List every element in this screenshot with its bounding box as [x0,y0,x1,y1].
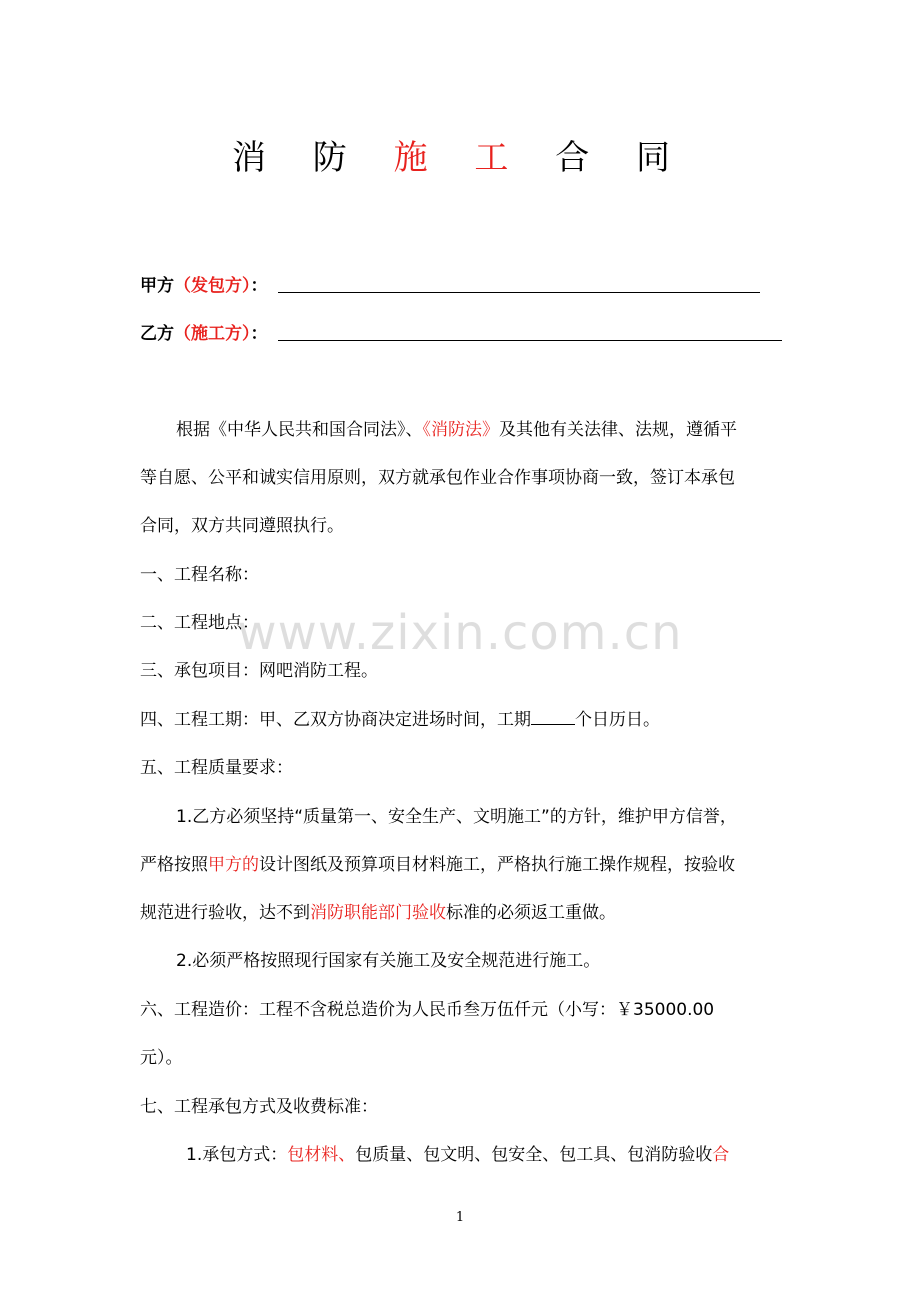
preamble-line-3: 合同，双方共同遵照执行。 [140,516,344,536]
section-5-text: 设计图纸及预算项目材料施工，严格执行施工操作规程，按验收 [259,855,735,875]
materials-highlight: 包材料、 [287,1145,356,1165]
section-5-text: 规范进行验收，达不到 [140,903,310,923]
section-7: 七、工程承包方式及收费标准： [140,1097,378,1117]
section-4-text: 个日历日。 [575,710,660,730]
section-7-1 [186,1140,729,1165]
section-7-highlight: 合 [712,1145,730,1165]
party-a-colon: ： [250,276,268,296]
duration-blank [531,710,575,725]
party-a-underline [278,292,760,293]
section-5-1-line-3 [140,898,616,923]
fire-dept-highlight: 消防职能部门验收 [310,903,446,923]
party-b-underline [278,340,782,341]
section-3: 三、承包项目：网吧消防工程。 [140,661,378,681]
section-4-text: 四、工程工期：甲、乙双方协商决定进场时间，工期 [140,710,531,730]
preamble-text: 及其他有关法律、法规，遵循平 [499,420,737,440]
page-number: 1 [455,1210,465,1225]
preamble-line-1 [176,415,737,440]
watermark: www.zixin.com.cn [237,605,683,661]
party-b-label: 乙方 [140,324,174,344]
section-5: 五、工程质量要求： [140,758,293,778]
section-2: 二、工程地点： [140,613,259,633]
section-4 [140,705,660,730]
section-6-line-2: 元）。 [140,1048,183,1068]
party-b-role: （施工方） [174,324,251,344]
party-b-line [140,319,268,344]
preamble-text: 根据《中华人民共和国合同法》、 [176,420,423,440]
title-part-1: 消 防 [231,138,394,178]
fire-law-ref: 《消防法》 [422,420,499,440]
party-b-colon: ： [250,324,268,344]
section-6-line-1: 六、工程造价：工程不含税总造价为人民币叁万伍仟元（小写：￥35000.00 [140,1000,715,1020]
section-5-1-line-2 [140,850,735,875]
title-part-3: 合 同 [526,138,689,178]
section-5-2: 2.必须严格按照现行国家有关施工及安全规范进行施工。 [176,951,601,971]
document-title [0,130,920,179]
section-5-text: 标准的必须返工重做。 [446,903,616,923]
party-a-line [140,271,268,296]
party-a-highlight: 甲方的 [208,855,259,875]
party-a-label: 甲方 [140,276,174,296]
section-7-text: 1.承包方式： [186,1145,288,1165]
title-part-2: 施 工 [393,138,527,178]
section-1: 一、工程名称： [140,565,259,585]
party-a-role: （发包方） [174,276,251,296]
section-7-text: 包质量、包文明、包安全、包工具、包消防验收 [355,1145,713,1165]
section-5-text: 严格按照 [140,855,208,875]
preamble-line-2: 等自愿、公平和诚实信用原则，双方就承包作业合作事项协商一致，签订本承包 [140,468,735,488]
section-5-1-line-1: 1.乙方必须坚持“质量第一、安全生产、文明施工”的方针，维护甲方信誉， [176,807,737,827]
